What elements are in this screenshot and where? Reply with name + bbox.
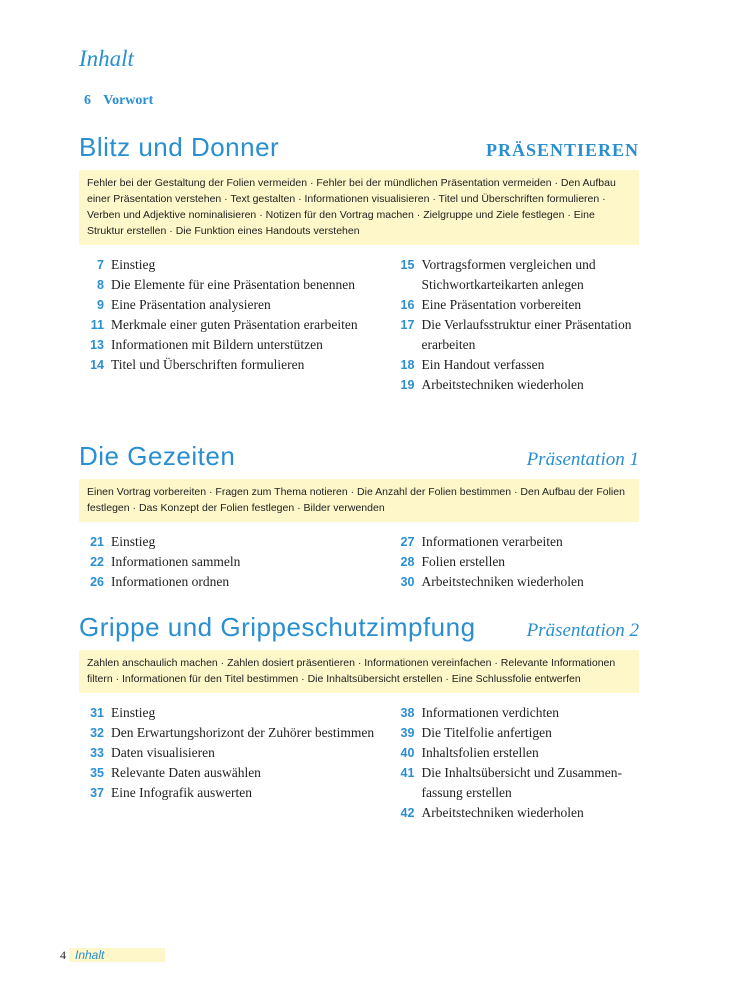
section-tag: Präsentation 1	[526, 449, 639, 470]
section-grippe	[79, 612, 639, 823]
toc-entry[interactable]	[389, 743, 639, 763]
toc-column-left	[79, 532, 389, 592]
toc-entry[interactable]	[389, 703, 639, 723]
page-number: 14	[90, 358, 104, 372]
toc-entry[interactable]	[79, 355, 389, 375]
page-number: 27	[400, 535, 415, 549]
entry-label: Einstieg	[111, 534, 156, 549]
toc-entry[interactable]	[79, 532, 389, 552]
page-number: 32	[90, 726, 104, 740]
entry-label: Informationen mit Bildern unterstützen	[111, 337, 323, 352]
toc-entry[interactable]	[79, 763, 389, 783]
toc-entry[interactable]	[389, 315, 639, 355]
page-number: 7	[97, 258, 104, 272]
entry-label: Ein Handout verfassen	[421, 357, 545, 372]
entry-label: Titel und Überschriften formulieren	[111, 357, 305, 372]
toc-entry[interactable]	[389, 552, 639, 572]
entry-label: Den Erwartungshorizont der Zuhörer bestimmen	[111, 725, 375, 740]
page-number: 39	[400, 726, 415, 740]
toc-column-right	[389, 532, 639, 592]
entry-label: Folien erstellen	[421, 554, 506, 569]
page-number: 16	[400, 298, 415, 312]
section-summary: Einen Vortrag vorbereiten · Fragen zum Thema notieren · Die Anzahl der Folien bestimmen · Den Aufbau der Folien festlegen · Das Konzept der Folien festlegen · Bilder verwenden	[79, 479, 639, 522]
page-title: Inhalt	[79, 46, 134, 71]
entry-label: Informationen sammeln	[111, 554, 241, 569]
page-number: 17	[400, 318, 415, 332]
page-footer	[60, 948, 165, 963]
toc-entry[interactable]	[79, 275, 389, 295]
entry-label: Informationen verarbeiten	[421, 534, 563, 549]
toc-entry[interactable]	[389, 255, 639, 295]
toc-entry[interactable]	[389, 723, 639, 743]
toc-entry[interactable]	[389, 803, 639, 823]
toc-entry[interactable]	[79, 743, 389, 763]
toc-entry[interactable]	[79, 723, 389, 743]
toc-entry[interactable]	[389, 355, 639, 375]
section-die-gezeiten	[79, 441, 639, 592]
toc-entry-vorwort[interactable]	[84, 93, 153, 109]
toc-column-right	[389, 703, 639, 823]
entry-label: Die Inhaltsübersicht und Zusammenfassung erstellen	[421, 765, 623, 800]
section-title: Grippe und Grippeschutzimpfung	[79, 612, 476, 642]
section-tag: Präsentation 2	[526, 620, 639, 641]
entry-label: Eine Präsentation vorbereiten	[421, 297, 582, 312]
page-number: 37	[90, 786, 104, 800]
footer-label: Inhalt	[69, 948, 165, 962]
section-tag: PRÄSENTIEREN	[485, 140, 639, 160]
toc-entry[interactable]	[389, 532, 639, 552]
page-number: 19	[400, 378, 415, 392]
page-number: 33	[90, 746, 104, 760]
page-number: 22	[90, 555, 104, 569]
page-number: 28	[400, 555, 415, 569]
page-number: 9	[97, 298, 104, 312]
entry-label: Inhaltsfolien erstellen	[421, 745, 539, 760]
toc-column-left	[79, 255, 389, 395]
entry-label: Relevante Daten auswählen	[111, 765, 261, 780]
toc-entry[interactable]	[389, 572, 639, 592]
toc-entry[interactable]	[79, 703, 389, 723]
toc-entry[interactable]	[79, 572, 389, 592]
entry-label: Informationen ordnen	[111, 574, 230, 589]
entry-label: Informationen verdichten	[421, 705, 560, 720]
section-title: Die Gezeiten	[79, 441, 236, 471]
toc-entry[interactable]	[79, 315, 389, 335]
entry-label: Merkmale einer guten Präsentation erarbeiten	[111, 317, 358, 332]
page-number: 38	[400, 706, 415, 720]
toc-entry[interactable]	[79, 295, 389, 315]
toc-column-right	[389, 255, 639, 395]
section-blitz-und-donner	[79, 132, 639, 395]
page-number: 35	[90, 766, 104, 780]
page-number: 40	[400, 746, 415, 760]
page-number: 8	[97, 278, 104, 292]
entry-label: Die Titelfolie anfertigen	[421, 725, 552, 740]
section-title: Blitz und Donner	[79, 132, 280, 162]
entry-label: Eine Infografik auswerten	[111, 785, 252, 800]
page-number: 42	[400, 806, 415, 820]
page-number: 31	[90, 706, 104, 720]
section-summary: Zahlen anschaulich machen · Zahlen dosiert präsentieren · Informationen vereinfachen · Relevante Informationen filtern · Informationen für den Titel bestimmen · Die Inhaltsübersicht erstellen · Eine Schlussfolie entwerfen	[79, 650, 639, 693]
toc-entry[interactable]	[389, 295, 639, 315]
page-number: 6	[84, 93, 91, 108]
toc-column-left	[79, 703, 389, 823]
entry-label: Die Elemente für eine Präsentation benennen	[111, 277, 356, 292]
page-number: 11	[90, 318, 104, 332]
page-number: 41	[400, 766, 415, 780]
entry-label: Einstieg	[111, 257, 156, 272]
section-summary: Fehler bei der Gestaltung der Folien vermeiden · Fehler bei der mündlichen Präsentation vermeiden · Den Aufbau einer Präsentation verstehen · Text gestalten · Informationen visualisieren · Titel und Überschriften formulieren · Verben und Adjektive nominalisieren · Notizen für den Vortrag machen · Zielgruppe und Ziele festlegen · Eine Struktur erstellen · Die Funktion eines Handouts verstehen	[79, 170, 639, 245]
toc-entry[interactable]	[79, 783, 389, 803]
page-number: 18	[400, 358, 415, 372]
page-number: 15	[400, 258, 415, 272]
page-number: 13	[90, 338, 104, 352]
entry-label: Eine Präsentation analysieren	[111, 297, 271, 312]
page-number: 26	[90, 575, 104, 589]
toc-entry[interactable]	[79, 335, 389, 355]
page-number: 21	[90, 535, 104, 549]
toc-entry[interactable]	[389, 763, 639, 803]
entry-label: Die Verlaufsstruktur einer Präsentation erarbeiten	[421, 317, 632, 352]
entry-label: Vortragsformen vergleichen und Stichwortkarteikarten anlegen	[421, 257, 596, 292]
entry-label: Arbeitstechniken wiederholen	[421, 805, 584, 820]
toc-entry[interactable]	[79, 255, 389, 275]
toc-entry[interactable]	[389, 375, 639, 395]
footer-page-number: 4	[60, 948, 66, 962]
entry-label: Daten visualisieren	[111, 745, 215, 760]
entry-label: Arbeitstechniken wiederholen	[421, 574, 584, 589]
entry-label: Vorwort	[103, 93, 154, 108]
entry-label: Einstieg	[111, 705, 156, 720]
toc-entry[interactable]	[79, 552, 389, 572]
page-number: 30	[400, 575, 415, 589]
entry-label: Arbeitstechniken wiederholen	[421, 377, 584, 392]
